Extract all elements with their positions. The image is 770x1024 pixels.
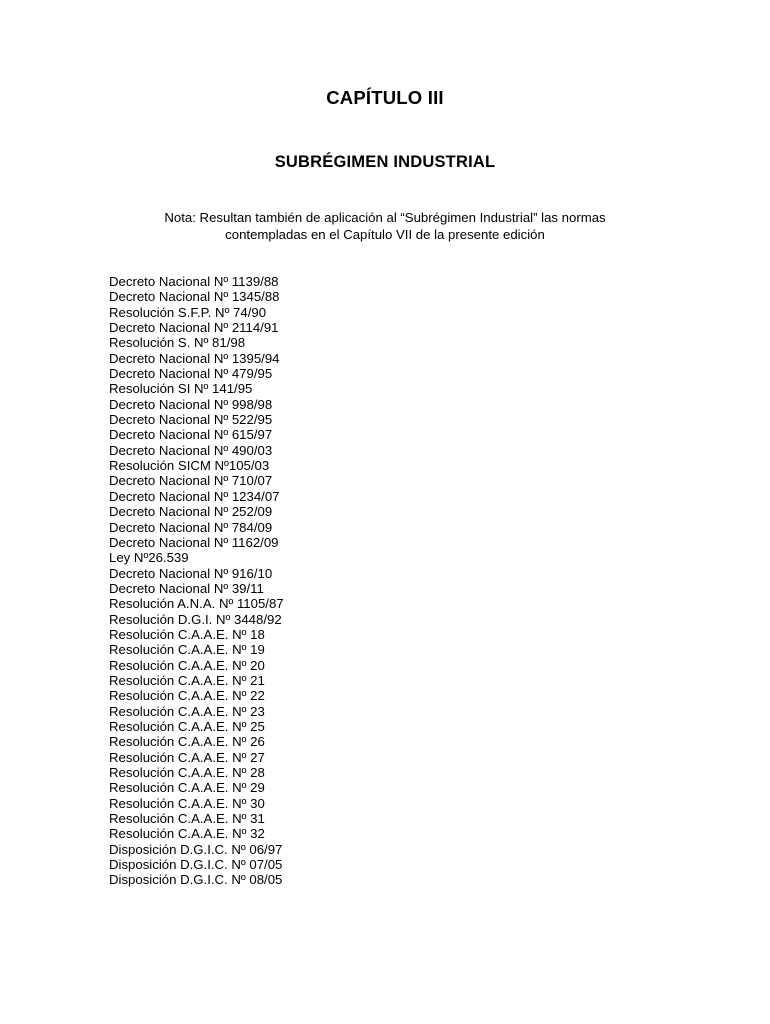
norm-list-item: Resolución C.A.A.E. Nº 28: [109, 765, 265, 780]
norm-list-item: Resolución S. Nº 81/98: [109, 335, 246, 351]
norm-list-item: Decreto Nacional Nº 916/10: [109, 565, 273, 581]
norm-list-item: Resolución C.A.A.E. Nº 25: [109, 718, 265, 734]
norm-list-item: Decreto Nacional Nº 252/09: [109, 504, 273, 520]
norm-list-item: Resolución C.A.A.E. Nº 31: [109, 811, 265, 827]
section-title: SUBRÉGIMEN INDUSTRIAL: [274, 153, 496, 171]
norm-list-item: Ley Nº26.539: [109, 550, 189, 566]
norm-list-item: Disposición D.G.I.C. Nº 08/05: [109, 872, 283, 888]
norm-list-item: Decreto Nacional Nº 490/03: [109, 442, 273, 458]
norm-list-item: Decreto Nacional Nº 479/95: [109, 366, 273, 382]
norm-list-item: Decreto Nacional Nº 1139/88: [109, 274, 279, 289]
norm-list-item: Decreto Nacional Nº 615/97: [109, 427, 273, 443]
norm-list-item: Resolución SICM Nº105/03: [109, 458, 270, 474]
norm-list-item: Resolución C.A.A.E. Nº 30: [109, 795, 265, 811]
norm-list-item: Decreto Nacional Nº 1395/94: [109, 350, 280, 366]
norm-list: [109, 274, 284, 888]
norm-list-item: Disposición D.G.I.C. Nº 07/05: [109, 857, 283, 873]
note-line-2: contempladas en el Capítulo VII de la presente edición: [225, 226, 545, 242]
norm-list-item: Resolución SI Nº 141/95: [109, 381, 253, 397]
norm-list-item: Resolución C.A.A.E. Nº 20: [109, 657, 265, 673]
norm-list-item: Decreto Nacional Nº 998/98: [109, 396, 273, 412]
norm-list-item: Resolución C.A.A.E. Nº 27: [109, 749, 265, 765]
norm-list-item: Resolución D.G.I. Nº 3448/92: [109, 611, 282, 627]
norm-list-item: Resolución C.A.A.E. Nº 23: [109, 703, 265, 719]
norm-list-item: Resolución C.A.A.E. Nº 26: [109, 734, 265, 750]
norm-list-item: Decreto Nacional Nº 1162/09: [109, 534, 279, 550]
norm-list-item: Resolución C.A.A.E. Nº 29: [109, 780, 265, 796]
note-line-1: Nota: Resultan también de aplicación al “Subrégimen Industrial” las normas: [164, 210, 606, 225]
norm-list-item: Resolución C.A.A.E. Nº 32: [109, 826, 265, 842]
norm-list-item: Disposición D.G.I.C. Nº 06/97: [109, 841, 283, 857]
norm-list-item: Decreto Nacional Nº 1345/88: [109, 289, 280, 305]
norm-list-item: Resolución A.N.A. Nº 1105/87: [109, 596, 284, 612]
note-paragraph: [100, 210, 670, 243]
norm-list-item: Resolución C.A.A.E. Nº 21: [109, 672, 265, 688]
chapter-title: CAPÍTULO III: [326, 87, 444, 108]
norm-list-item: Decreto Nacional Nº 710/07: [109, 473, 273, 489]
norm-list-item: Resolución C.A.A.E. Nº 18: [109, 626, 265, 642]
norm-list-item: Resolución C.A.A.E. Nº 22: [109, 688, 265, 704]
norm-list-item: Decreto Nacional Nº 522/95: [109, 412, 273, 428]
norm-list-item: Decreto Nacional Nº 2114/91: [109, 320, 279, 336]
norm-list-item: Decreto Nacional Nº 1234/07: [109, 488, 280, 504]
norm-list-item: Decreto Nacional Nº 39/11: [109, 580, 264, 596]
norm-list-item: Resolución S.F.P. Nº 74/90: [109, 304, 267, 320]
norm-list-item: Decreto Nacional Nº 784/09: [109, 519, 273, 535]
norm-list-item: Resolución C.A.A.E. Nº 19: [109, 642, 265, 658]
